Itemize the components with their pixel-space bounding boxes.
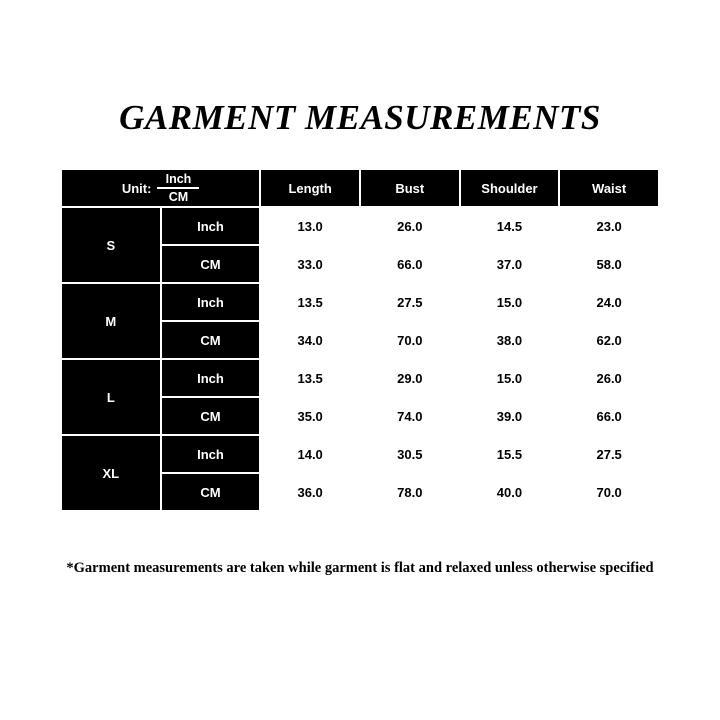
value-xl-inch-bust: 30.5 [360,435,460,473]
value-xl-cm-bust: 78.0 [360,473,460,511]
value-l-inch-length: 13.5 [260,359,360,397]
value-s-cm-bust: 66.0 [360,245,460,283]
unit-cell-xl-cm: CM [161,473,261,511]
unit-fraction [157,172,199,205]
column-header-shoulder: Shoulder [460,169,560,207]
unit-cell-s-inch: Inch [161,207,261,245]
value-s-inch-waist: 23.0 [559,207,659,245]
value-s-inch-shoulder: 14.5 [460,207,560,245]
value-m-inch-bust: 27.5 [360,283,460,321]
table-row [61,207,659,245]
value-l-inch-waist: 26.0 [559,359,659,397]
unit-label: Unit: [121,180,152,196]
table-row [61,283,659,321]
value-xl-cm-shoulder: 40.0 [460,473,560,511]
value-xl-cm-length: 36.0 [260,473,360,511]
footnote-text: *Garment measurements are taken while garment is flat and relaxed unless otherwise specified [66,560,654,576]
value-s-inch-bust: 26.0 [360,207,460,245]
size-label-xl: XL [61,435,161,511]
unit-cell-xl-inch: Inch [161,435,261,473]
value-m-cm-bust: 70.0 [360,321,460,359]
column-header-length: Length [260,169,360,207]
size-label-l: L [61,359,161,435]
table-row [61,359,659,397]
value-m-cm-shoulder: 38.0 [460,321,560,359]
unit-header-cell [61,169,260,207]
value-s-inch-length: 13.0 [260,207,360,245]
value-l-inch-shoulder: 15.0 [460,359,560,397]
unit-cell-s-cm: CM [161,245,261,283]
unit-header-inner [62,172,259,205]
value-l-cm-waist: 66.0 [559,397,659,435]
unit-fraction-numerator: Inch [165,171,192,186]
value-xl-inch-length: 14.0 [260,435,360,473]
table-header-row [61,169,659,207]
unit-cell-m-inch: Inch [161,283,261,321]
size-label-s: S [61,207,161,283]
value-m-cm-length: 34.0 [260,321,360,359]
value-l-cm-bust: 74.0 [360,397,460,435]
unit-cell-l-cm: CM [161,397,261,435]
unit-cell-m-cm: CM [161,321,261,359]
size-chart-container [60,168,660,512]
value-l-cm-shoulder: 39.0 [460,397,560,435]
value-xl-inch-waist: 27.5 [559,435,659,473]
column-header-bust: Bust [360,169,460,207]
size-label-m: M [61,283,161,359]
value-xl-inch-shoulder: 15.5 [460,435,560,473]
page-title: GARMENT MEASUREMENTS [119,98,601,137]
value-l-cm-length: 35.0 [260,397,360,435]
size-chart-body [61,169,659,511]
value-m-inch-length: 13.5 [260,283,360,321]
value-s-cm-shoulder: 37.0 [460,245,560,283]
size-chart-table [60,168,660,512]
column-header-waist: Waist [559,169,659,207]
value-m-cm-waist: 62.0 [559,321,659,359]
value-m-inch-shoulder: 15.0 [460,283,560,321]
value-m-inch-waist: 24.0 [559,283,659,321]
value-s-cm-length: 33.0 [260,245,360,283]
unit-fraction-denominator: CM [168,190,189,204]
value-xl-cm-waist: 70.0 [559,473,659,511]
value-l-inch-bust: 29.0 [360,359,460,397]
value-s-cm-waist: 58.0 [559,245,659,283]
unit-cell-l-inch: Inch [161,359,261,397]
table-row [61,435,659,473]
